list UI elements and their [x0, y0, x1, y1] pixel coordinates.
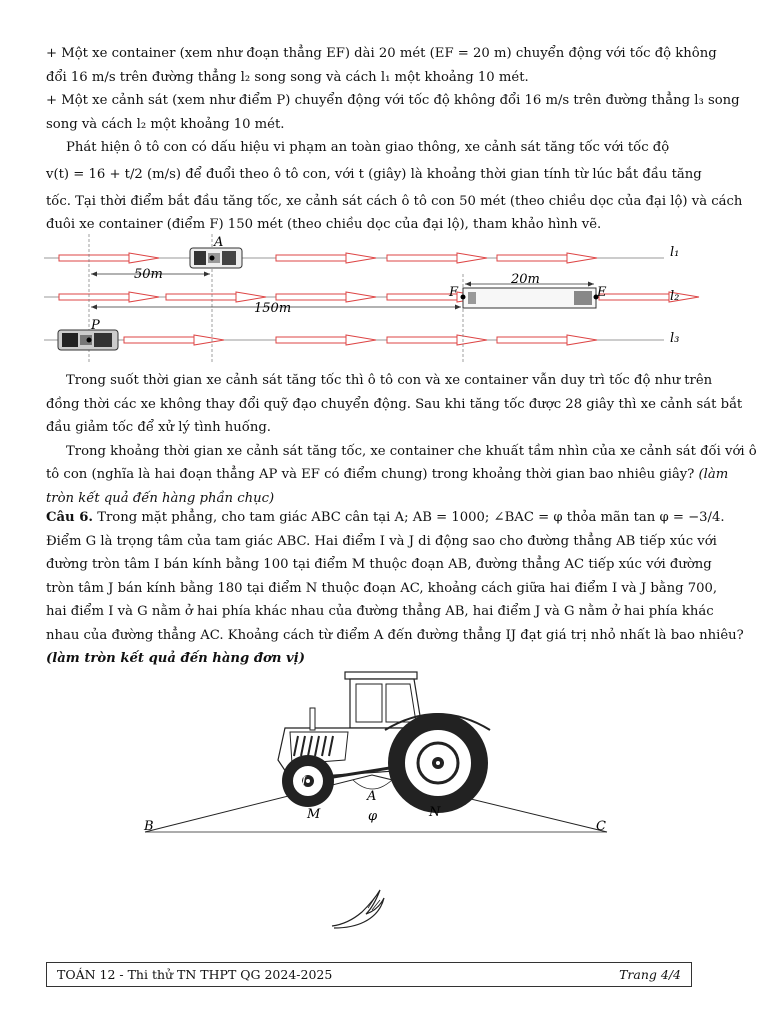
question-line: tròn tâm J bán kính bằng 180 tại điểm N thuộc đoạn AC, khoảng cách giữa hai điểm I và J bằng 700, — [46, 580, 718, 596]
police-car-p — [58, 330, 118, 350]
dim-arrowhead — [91, 272, 97, 277]
tractor-figure — [140, 668, 620, 840]
signature — [328, 884, 392, 932]
car-a — [190, 248, 242, 268]
dim-arrowhead — [204, 272, 210, 277]
question-line — [46, 506, 725, 530]
body-line: đầu giảm tốc để xử lý tình huống. — [46, 420, 271, 435]
label-p: P — [91, 318, 100, 333]
dim-arrowhead — [465, 282, 471, 287]
lane-arrow — [276, 253, 376, 263]
label-f: F — [449, 285, 459, 300]
road-figure — [44, 234, 694, 364]
body-line: Trong khoảng thời gian xe cảnh sát tăng tốc, xe container che khuất tầm nhìn của xe cảnh sát đối với ô — [66, 443, 757, 459]
label-a: A — [214, 235, 224, 250]
intro-line: tốc. Tại thời điểm bắt đầu tăng tốc, xe cảnh sát cách ô tô con 50 mét (theo chiều dọc của đại lộ) và cách — [46, 193, 743, 209]
body-paragraph — [46, 369, 757, 510]
dim-arrowhead — [455, 305, 461, 310]
dim-arrowhead — [588, 282, 594, 287]
lane-arrow — [387, 253, 487, 263]
dist-150m: 150m — [254, 301, 292, 316]
label-i: I — [301, 775, 307, 790]
dim-arrowhead — [91, 305, 97, 310]
lane-label-l3: l₃ — [670, 331, 680, 346]
tractor — [278, 672, 490, 813]
body-line: Trong suốt thời gian xe cảnh sát tăng tốc thì ô tô con và xe container vẫn duy trì tốc độ như trên — [66, 373, 713, 388]
lane-label-l2: l₂ — [670, 289, 680, 304]
dist-50m: 50m — [134, 267, 163, 282]
lane-arrow — [276, 335, 376, 345]
label-a: A — [367, 789, 377, 804]
label-c: C — [596, 819, 606, 834]
lane-arrow — [59, 253, 159, 263]
question-text: Trong mặt phẳng, cho tam giác ABC cân tại A; AB = 1000; ∠BAC = φ thỏa mãn tan φ = −3/4. — [93, 510, 725, 525]
angle-arc — [353, 780, 392, 789]
label-e: E — [597, 285, 607, 300]
question-note: (làm tròn kết quả đến hàng đơn vị) — [46, 651, 305, 666]
page-footer — [46, 962, 692, 987]
question-label: Câu 6. — [46, 510, 93, 525]
intro-line: v(t) = 16 + t/2 (m/s) để đuổi theo ô tô con, với t (giây) là khoảng thời gian tính từ lúc bắt đầu tăng — [46, 166, 702, 182]
lane-arrow — [59, 292, 159, 302]
intro-line: song và cách l₂ một khoảng 10 mét. — [46, 116, 285, 132]
body-text: tô con (nghĩa là hai đoạn thẳng AP và EF có điểm chung) trong khoảng thời gian bao nhiêu giây? — [46, 467, 699, 482]
label-phi: φ — [368, 809, 378, 824]
lane-label-l1: l₁ — [670, 245, 680, 260]
intro-line: đổi 16 m/s trên đường thẳng l₂ song song và cách l₁ một khoảng 10 mét. — [46, 69, 529, 85]
lane-arrow — [387, 335, 487, 345]
footer-title: TOÁN 12 - Thi thử TN THPT QG 2024-2025 — [57, 967, 333, 982]
intro-line: đuôi xe container (điểm F) 150 mét (theo chiều dọc của đại lộ), tham khảo hình vẽ. — [46, 217, 602, 232]
lane-arrow — [166, 292, 266, 302]
body-line: đồng thời các xe không thay đổi quỹ đạo chuyển động. Sau khi tăng tốc được 28 giây thì xe cảnh sát bắt — [46, 396, 743, 412]
lane-arrow — [124, 335, 224, 345]
body-note: (làm — [698, 467, 729, 482]
container-ef — [461, 288, 599, 308]
question-6 — [46, 506, 744, 671]
label-j: J — [446, 757, 452, 772]
body-line — [46, 463, 729, 487]
label-n: N — [429, 805, 441, 820]
dist-20m: 20m — [511, 272, 540, 287]
point-i — [306, 779, 310, 783]
lane-arrow — [497, 335, 597, 345]
footer-page-number: Trang 4/4 — [619, 967, 681, 982]
lane-arrow — [497, 253, 597, 263]
question-line: Điểm G là trọng tâm của tam giác ABC. Hai điểm I và J di động sao cho đường thẳng AB tiếp xúc với — [46, 533, 717, 549]
point-j — [436, 761, 440, 765]
body-note: tròn kết quả đến hàng phần chục) — [46, 490, 275, 506]
question-line: nhau của đường thẳng AC. Khoảng cách từ điểm A đến đường thẳng IJ đạt giá trị nhỏ nhất là bao nhiêu? — [46, 627, 744, 643]
question-line: đường tròn tâm I bán kính bằng 100 tại điểm M thuộc đoạn AB, đường thẳng AC tiếp xúc với đường — [46, 557, 712, 572]
intro-line: + Một xe container (xem như đoạn thẳng EF) dài 20 mét (EF = 20 m) chuyển động với tốc độ không — [46, 46, 717, 61]
label-m: M — [307, 807, 321, 822]
intro-paragraph — [46, 42, 743, 237]
intro-line: + Một xe cảnh sát (xem như điểm P) chuyển động với tốc độ không đổi 16 m/s trên đường thẳng l₃ song — [46, 93, 740, 108]
label-b: B — [144, 819, 154, 834]
intro-line: Phát hiện ô tô con có dấu hiệu vi phạm an toàn giao thông, xe cảnh sát tăng tốc với tốc độ — [66, 140, 670, 155]
question-line: hai điểm I và G nằm ở hai phía khác nhau của đường thẳng AB, hai điểm J và G nằm ở hai phía khác — [46, 604, 714, 619]
lane-arrow — [599, 292, 699, 302]
